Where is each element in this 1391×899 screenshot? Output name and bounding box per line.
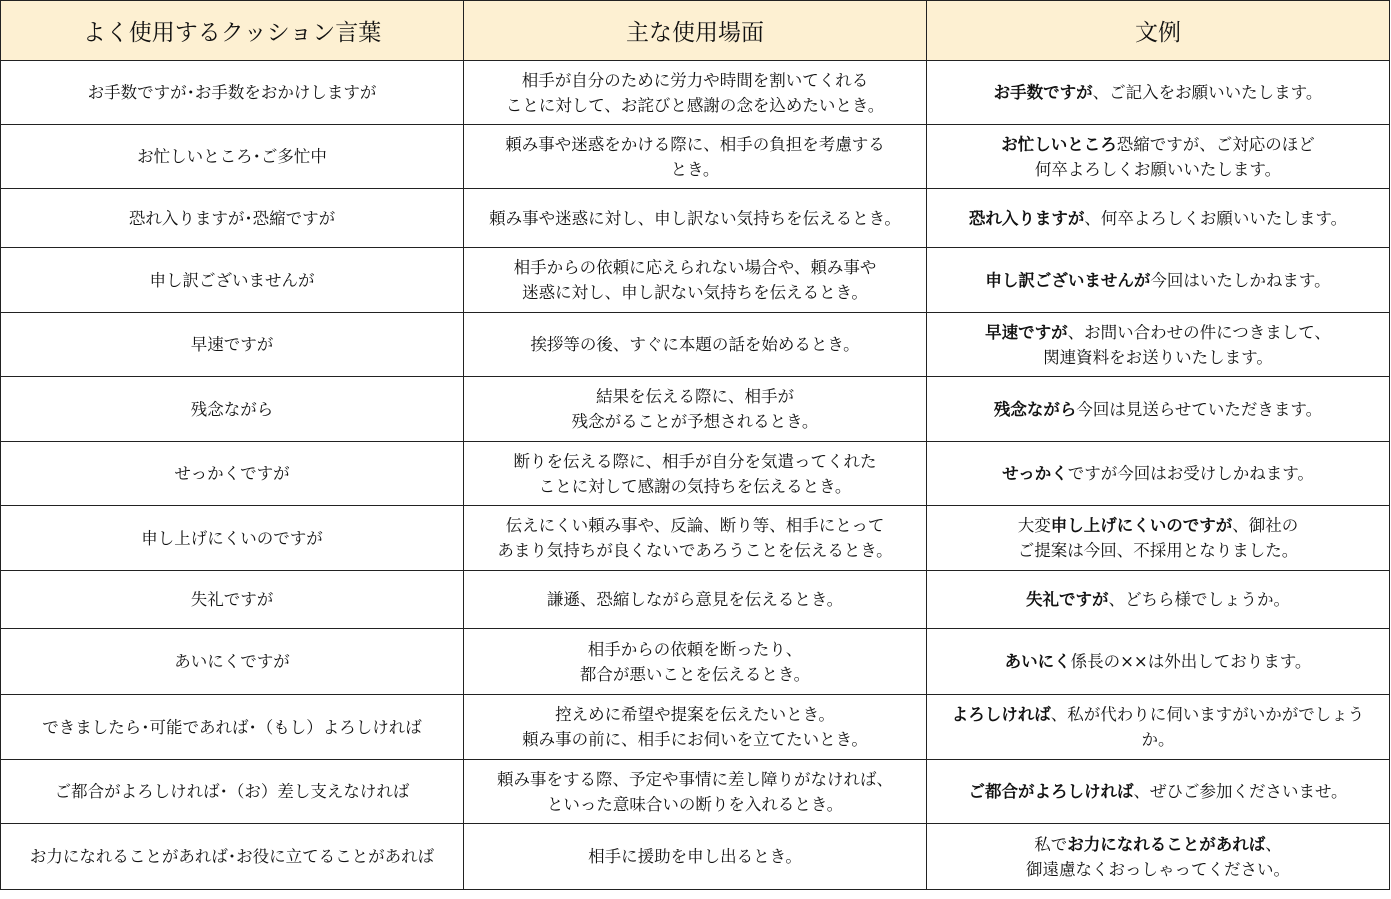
example-text: 、ご記入をお願いいたします。	[1092, 83, 1323, 102]
example-line	[933, 857, 1383, 882]
example-text: ご提案は今回、不採用となりました。	[1017, 541, 1299, 560]
example-line	[933, 397, 1383, 422]
usage-scene-cell	[464, 695, 927, 760]
example-sentence-cell	[927, 824, 1390, 890]
example-text: 、御社の	[1232, 516, 1299, 535]
example-line	[933, 587, 1383, 612]
example-emphasis: あいにく	[1004, 652, 1071, 671]
cushion-phrase-cell: お手数ですが･お手数をおかけしますが	[1, 61, 464, 125]
example-emphasis: 恐れ入りますが	[968, 208, 1085, 228]
example-line	[933, 345, 1383, 370]
table-row	[1, 695, 1390, 760]
usage-line: 頼み事をする際、予定や事情に差し障りがなければ、	[497, 769, 893, 789]
cushion-phrase-cell: 残念ながら	[1, 377, 464, 442]
usage-line: 伝えにくい頼み事や、反論、断り等、相手にとって	[505, 516, 885, 535]
example-emphasis: ご都合がよろしければ	[968, 782, 1134, 801]
table-row	[1, 760, 1390, 824]
table-row	[1, 629, 1390, 695]
usage-line: 謙遜、恐縮しながら意見を伝えるとき。	[546, 590, 844, 609]
header-phrase: よく使用するクッション言葉	[1, 1, 464, 61]
usage-scene-cell	[464, 313, 927, 377]
header-usage: 主な使用場面	[464, 1, 927, 61]
usage-line: 頼み事の前に、相手にお伺いを立てたいとき。	[522, 730, 868, 749]
example-text: 、	[1265, 834, 1282, 854]
example-text: 、どちら様でしょうか。	[1108, 590, 1290, 609]
usage-line: ことに対して感謝の気持ちを伝えるとき。	[538, 476, 852, 496]
usage-line: あまり気持ちが良くないであろうことを伝えるとき。	[497, 541, 893, 560]
example-text: 今回は見送らせていただきます。	[1076, 399, 1323, 419]
usage-scene-cell	[464, 442, 927, 506]
example-text: 今回はいたしかねます。	[1150, 270, 1331, 290]
table-row	[1, 377, 1390, 442]
usage-scene-cell	[464, 377, 927, 442]
example-text: 、お問い合わせの件につきまして、	[1067, 322, 1331, 342]
example-line	[933, 702, 1383, 727]
usage-scene-cell	[464, 506, 927, 571]
example-text: か。	[1141, 730, 1175, 749]
usage-line: 結果を伝える際に、相手が	[596, 387, 794, 406]
example-line	[933, 206, 1383, 231]
example-text: 私で	[1034, 834, 1068, 854]
example-line	[933, 320, 1383, 345]
cushion-phrase-cell: 失礼ですが	[1, 571, 464, 629]
usage-scene-cell	[464, 125, 927, 189]
cushion-phrase-cell: 恐れ入りますが･恐縮ですが	[1, 189, 464, 248]
usage-line: 残念がることが予想されるとき。	[571, 412, 819, 431]
usage-line: 相手からの依頼に応えられない場合や、頼み事や	[513, 258, 877, 277]
table-row	[1, 506, 1390, 571]
usage-scene-cell	[464, 189, 927, 248]
example-sentence-cell	[927, 571, 1390, 629]
cushion-phrase-cell: お力になれることがあれば･お役に立てることがあれば	[1, 824, 464, 890]
table-row	[1, 125, 1390, 189]
example-sentence-cell	[927, 189, 1390, 248]
usage-scene-cell	[464, 760, 927, 824]
usage-line: 相手からの依頼を断ったり、	[587, 639, 803, 659]
example-line	[933, 649, 1383, 674]
usage-scene-cell	[464, 61, 927, 125]
example-text: 恐縮ですが、ご対応のほど	[1116, 134, 1315, 154]
cushion-phrase-cell: 申し上げにくいのですが	[1, 506, 464, 571]
example-text: 、何卒よろしくお願いいたします。	[1084, 208, 1348, 228]
example-line	[933, 538, 1383, 563]
example-emphasis: お力になれることがあれば	[1067, 834, 1266, 854]
usage-line: 相手が自分のために労力や時間を割いてくれる	[521, 70, 869, 90]
example-line	[933, 727, 1383, 752]
example-emphasis: 残念ながら	[993, 399, 1077, 419]
example-sentence-cell	[927, 629, 1390, 695]
example-text: 大変	[1017, 516, 1051, 535]
table-row	[1, 571, 1390, 629]
cushion-phrase-cell: ご都合がよろしければ･（お）差し支えなければ	[1, 760, 464, 824]
cushion-phrase-cell: あいにくですが	[1, 629, 464, 695]
usage-line: 挨拶等の後、すぐに本題の話を始めるとき。	[530, 335, 860, 354]
example-line	[933, 157, 1383, 182]
header-row	[1, 1, 1390, 61]
usage-line: 控えめに希望や提案を伝えたいとき。	[555, 705, 835, 724]
example-line	[933, 779, 1383, 804]
cushion-phrase-cell: せっかくですが	[1, 442, 464, 506]
usage-line: 相手に援助を申し出るとき。	[588, 847, 802, 866]
table-row	[1, 248, 1390, 313]
example-emphasis: 失礼ですが	[1026, 590, 1109, 609]
example-emphasis: 申し訳ございませんが	[985, 270, 1151, 290]
example-emphasis: お忙しいところ	[1001, 134, 1117, 154]
table-body	[1, 61, 1390, 890]
example-line	[933, 832, 1383, 857]
table-row	[1, 189, 1390, 248]
table-row	[1, 442, 1390, 506]
table-row	[1, 61, 1390, 125]
usage-line: 断りを伝える際に、相手が自分を気遣ってくれた	[513, 451, 877, 471]
table-row	[1, 824, 1390, 890]
example-emphasis: 早速ですが	[985, 322, 1068, 342]
usage-line: とき。	[670, 159, 720, 179]
usage-line: といった意味合いの断りを入れるとき。	[546, 794, 844, 814]
usage-scene-cell	[464, 248, 927, 313]
example-text: ですが今回はお受けしかねます。	[1067, 464, 1314, 483]
usage-line: 頼み事や迷惑に対し、申し訳ない気持ちを伝えるとき。	[489, 208, 901, 228]
cushion-phrase-cell: お忙しいところ･ご多忙中	[1, 125, 464, 189]
example-line	[933, 268, 1383, 293]
example-text: 、私が代わりに伺いますがいかがでしょう	[1050, 705, 1365, 724]
cushion-phrase-cell: 早速ですが	[1, 313, 464, 377]
example-line	[933, 80, 1383, 105]
example-text: 御遠慮なくおっしゃってください。	[1026, 859, 1290, 879]
example-text: 、ぜひご参加くださいませ。	[1133, 782, 1348, 801]
example-line	[933, 461, 1383, 486]
example-line	[933, 513, 1383, 538]
example-emphasis: 申し上げにくいのですが	[1050, 516, 1233, 535]
table-row	[1, 313, 1390, 377]
example-sentence-cell	[927, 506, 1390, 571]
example-text: 関連資料をお送りいたします。	[1043, 347, 1273, 367]
example-sentence-cell	[927, 377, 1390, 442]
example-sentence-cell	[927, 248, 1390, 313]
example-sentence-cell	[927, 61, 1390, 125]
usage-line: 頼み事や迷惑をかける際に、相手の負担を考慮する	[505, 134, 885, 154]
usage-line: ことに対して、お詫びと感謝の念を込めたいとき。	[505, 95, 885, 115]
example-sentence-cell	[927, 695, 1390, 760]
example-sentence-cell	[927, 760, 1390, 824]
example-sentence-cell	[927, 313, 1390, 377]
example-text: 何卒よろしくお願いいたします。	[1034, 159, 1282, 179]
example-emphasis: よろしければ	[951, 705, 1051, 724]
example-text: 係長の××は外出しております。	[1070, 652, 1312, 671]
example-line	[933, 132, 1383, 157]
cushion-phrase-cell: できましたら･可能であれば･（もし）よろしければ	[1, 695, 464, 760]
header-example: 文例	[927, 1, 1390, 61]
example-sentence-cell	[927, 442, 1390, 506]
usage-scene-cell	[464, 824, 927, 890]
usage-line: 都合が悪いことを伝えるとき。	[579, 664, 811, 684]
example-sentence-cell	[927, 125, 1390, 189]
usage-scene-cell	[464, 629, 927, 695]
usage-line: 迷惑に対し、申し訳ない気持ちを伝えるとき。	[522, 283, 868, 302]
cushion-phrase-cell: 申し訳ございませんが	[1, 248, 464, 313]
example-emphasis: せっかく	[1002, 464, 1068, 483]
usage-scene-cell	[464, 571, 927, 629]
example-emphasis: お手数ですが	[993, 83, 1093, 102]
